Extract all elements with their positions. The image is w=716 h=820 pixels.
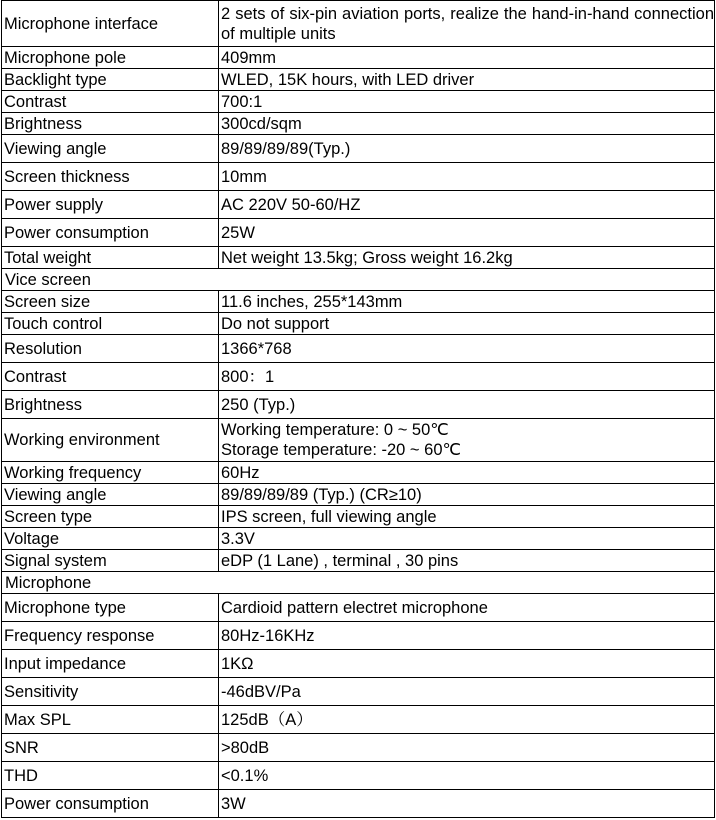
spec-row: [2, 191, 715, 219]
spec-label: Working environment: [2, 419, 219, 462]
spec-row: [2, 734, 715, 762]
spec-label: Total weight: [2, 247, 219, 269]
spec-row: [2, 135, 715, 163]
spec-row: [2, 113, 715, 135]
spec-row: [2, 391, 715, 419]
spec-value: [219, 419, 715, 462]
spec-row: [2, 247, 715, 269]
spec-row: [2, 706, 715, 734]
spec-value: 1366*768: [219, 335, 715, 363]
spec-value: 800：1: [219, 363, 715, 391]
spec-label: Screen type: [2, 506, 219, 528]
spec-row: [2, 47, 715, 69]
spec-value-line: Storage temperature: -20 ~ 60℃: [221, 441, 462, 459]
spec-row: [2, 462, 715, 484]
spec-label: Sensitivity: [2, 678, 219, 706]
spec-value: Cardioid pattern electret microphone: [219, 594, 715, 622]
spec-row: [2, 484, 715, 506]
spec-value: 3.3V: [219, 528, 715, 550]
spec-label: Resolution: [2, 335, 219, 363]
spec-row: [2, 678, 715, 706]
spec-value: 89/89/89/89 (Typ.) (CR≥10): [219, 484, 715, 506]
spec-label: Microphone interface: [2, 1, 219, 47]
spec-row: [2, 594, 715, 622]
spec-value: 1KΩ: [219, 650, 715, 678]
spec-row: [2, 506, 715, 528]
spec-row: [2, 528, 715, 550]
section-header-row: [2, 269, 715, 291]
spec-row: [2, 219, 715, 247]
spec-row: [2, 790, 715, 818]
spec-row: [2, 91, 715, 113]
spec-value: <0.1%: [219, 762, 715, 790]
spec-label: THD: [2, 762, 219, 790]
spec-row: [2, 69, 715, 91]
spec-label: Power supply: [2, 191, 219, 219]
spec-value: 409mm: [219, 47, 715, 69]
spec-label: Voltage: [2, 528, 219, 550]
spec-label: SNR: [2, 734, 219, 762]
spec-label: Input impedance: [2, 650, 219, 678]
section-title: Microphone: [2, 572, 715, 594]
spec-row: [2, 313, 715, 335]
spec-label: Frequency response: [2, 622, 219, 650]
spec-label: Brightness: [2, 391, 219, 419]
spec-row: [2, 163, 715, 191]
spec-table: [1, 0, 715, 818]
spec-label: Backlight type: [2, 69, 219, 91]
spec-value: 89/89/89/89(Typ.): [219, 135, 715, 163]
spec-label: Max SPL: [2, 706, 219, 734]
spec-value: 3W: [219, 790, 715, 818]
spec-label: Screen size: [2, 291, 219, 313]
spec-value-line: Working temperature: 0 ~ 50℃: [221, 421, 449, 439]
spec-label: Brightness: [2, 113, 219, 135]
spec-value: 250 (Typ.): [219, 391, 715, 419]
section-title: Vice screen: [2, 269, 715, 291]
spec-value: -46dBV/Pa: [219, 678, 715, 706]
section-header-row: [2, 572, 715, 594]
spec-row: [2, 762, 715, 790]
spec-row: [2, 622, 715, 650]
spec-value: IPS screen, full viewing angle: [219, 506, 715, 528]
spec-row: [2, 419, 715, 462]
spec-label: Power consumption: [2, 790, 219, 818]
spec-label: Signal system: [2, 550, 219, 572]
spec-value: 80Hz-16KHz: [219, 622, 715, 650]
spec-value: Do not support: [219, 313, 715, 335]
spec-value: Net weight 13.5kg; Gross weight 16.2kg: [219, 247, 715, 269]
spec-row: [2, 1, 715, 47]
spec-row: [2, 291, 715, 313]
spec-label: Power consumption: [2, 219, 219, 247]
spec-row: [2, 550, 715, 572]
spec-label: Screen thickness: [2, 163, 219, 191]
spec-row: [2, 650, 715, 678]
spec-label: Viewing angle: [2, 484, 219, 506]
spec-value: eDP (1 Lane) , terminal , 30 pins: [219, 550, 715, 572]
spec-value: >80dB: [219, 734, 715, 762]
spec-value: 125dB（A）: [219, 706, 715, 734]
spec-value: 60Hz: [219, 462, 715, 484]
spec-value: 700:1: [219, 91, 715, 113]
spec-label: Contrast: [2, 91, 219, 113]
spec-value: 300cd/sqm: [219, 113, 715, 135]
spec-value: AC 220V 50-60/HZ: [219, 191, 715, 219]
spec-label: Touch control: [2, 313, 219, 335]
spec-label: Viewing angle: [2, 135, 219, 163]
spec-label: Microphone type: [2, 594, 219, 622]
spec-row: [2, 363, 715, 391]
spec-label: Working frequency: [2, 462, 219, 484]
spec-value: 25W: [219, 219, 715, 247]
spec-row: [2, 335, 715, 363]
spec-table-body: [2, 1, 715, 818]
spec-value: WLED, 15K hours, with LED driver: [219, 69, 715, 91]
spec-value: 11.6 inches, 255*143mm: [219, 291, 715, 313]
spec-value: 2 sets of six-pin aviation ports, realize the hand-in-hand connection of multiple units: [219, 1, 715, 47]
spec-value: 10mm: [219, 163, 715, 191]
spec-label: Microphone pole: [2, 47, 219, 69]
spec-label: Contrast: [2, 363, 219, 391]
